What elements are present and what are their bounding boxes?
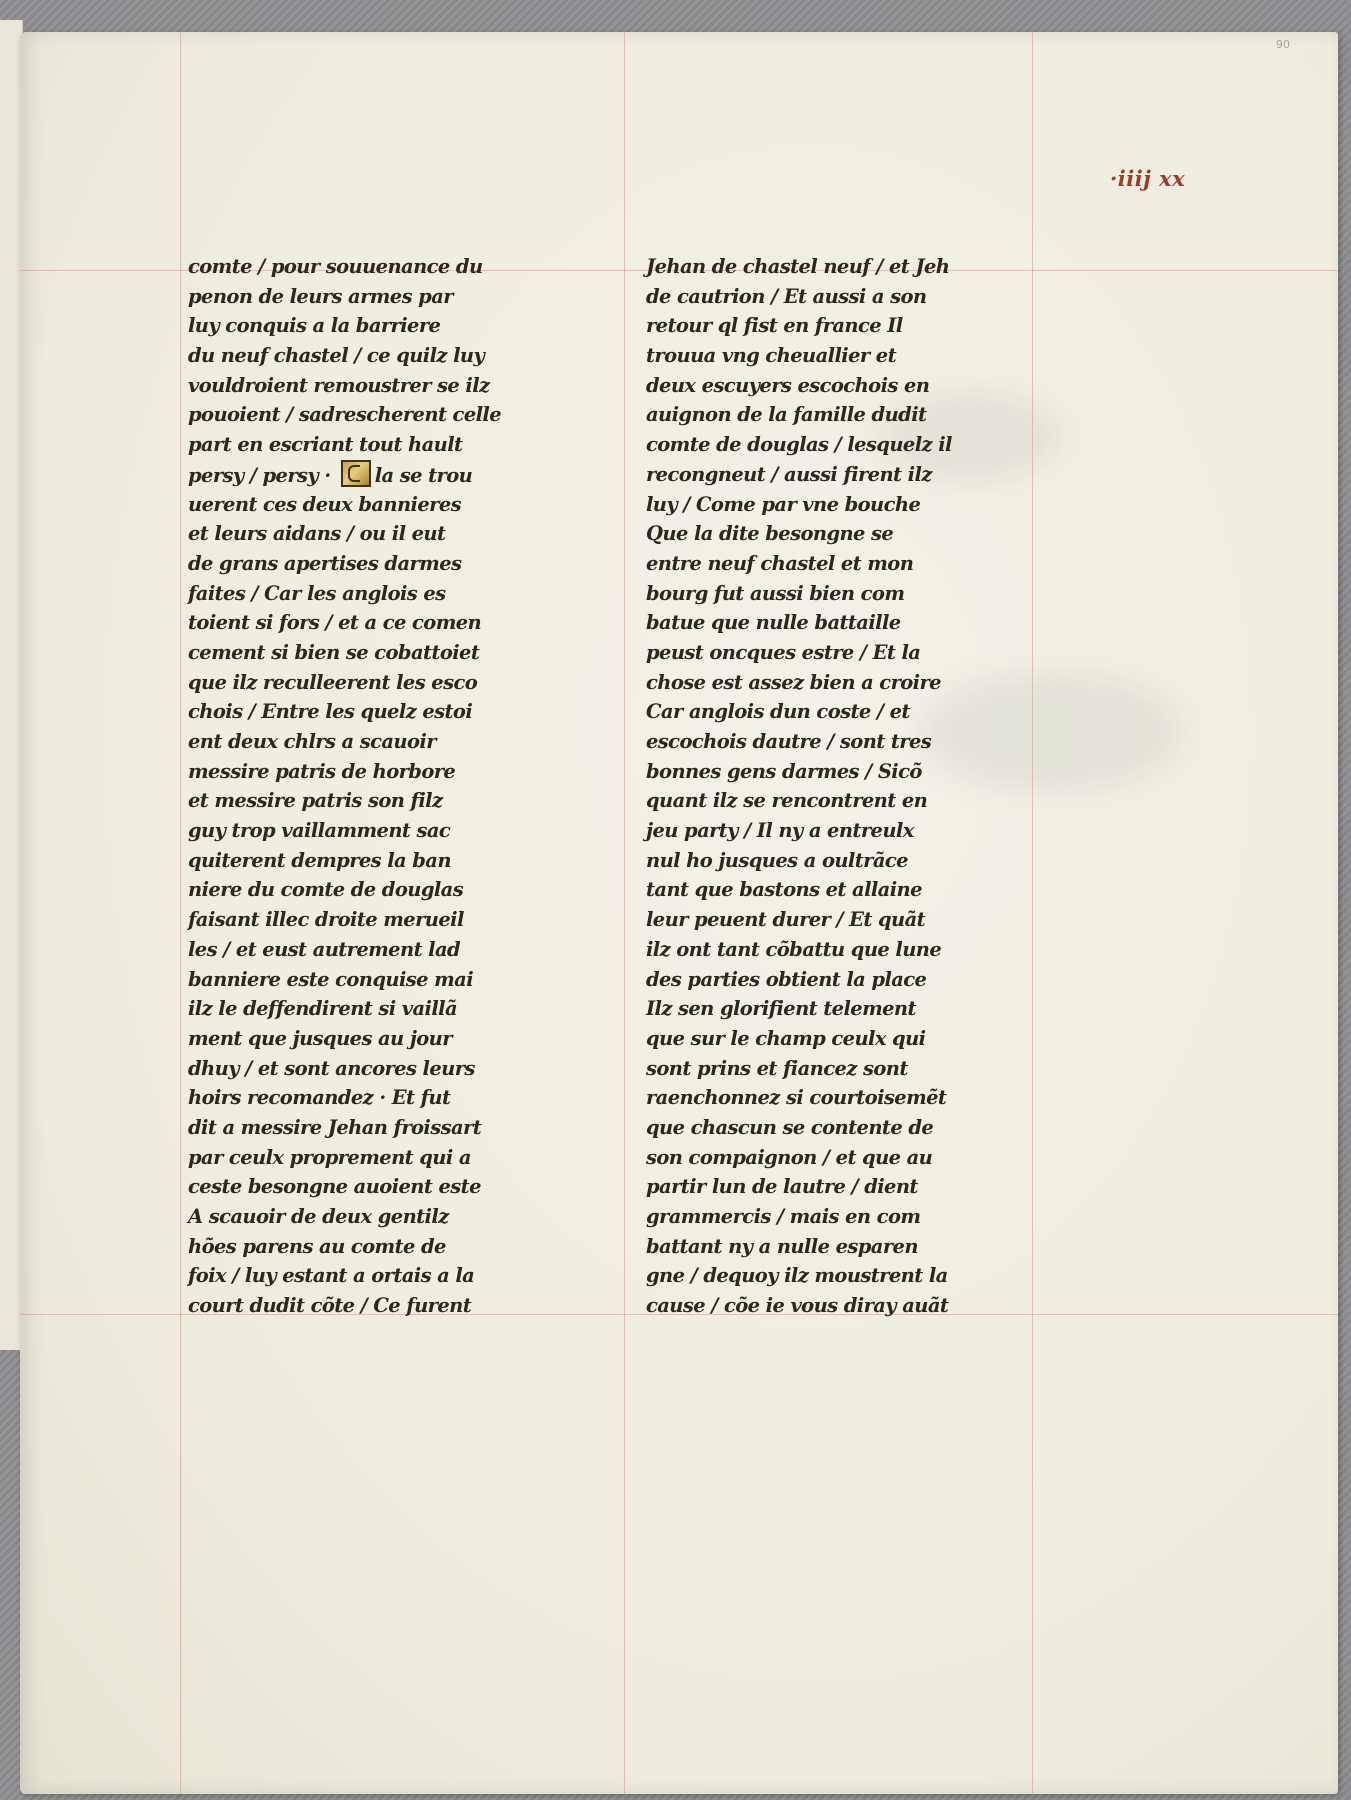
text-line (646, 846, 1026, 876)
text-line-content: deux escuyers escochois en (646, 373, 930, 397)
text-line (646, 786, 1026, 816)
text-line-content: guy trop vaillamment sac (188, 819, 451, 843)
text-line (188, 1054, 568, 1084)
text-line (646, 519, 1026, 549)
text-line-content: court dudit cõte / Ce furent (188, 1294, 472, 1318)
text-line (646, 757, 1026, 787)
text-column-left (188, 252, 568, 1321)
text-line (188, 252, 568, 282)
text-line (646, 371, 1026, 401)
text-line (646, 282, 1026, 312)
text-line-content: bonnes gens darmes / Sicõ (646, 759, 922, 783)
text-line (188, 549, 568, 579)
text-line-content: recongneut / aussi firent ilz (646, 462, 932, 486)
ruling-line-right (1032, 32, 1033, 1794)
text-line-content: faisant illec droite merueil (188, 908, 464, 932)
text-line (188, 638, 568, 668)
text-line (188, 727, 568, 757)
text-line-content: part en escriant tout hault (188, 433, 463, 457)
text-line (188, 311, 568, 341)
text-line (188, 846, 568, 876)
text-line (646, 905, 1026, 935)
text-line (646, 638, 1026, 668)
text-line-content: ent deux chlrs a scauoir (188, 730, 436, 753)
text-line-content: uerent ces deux bannieres (188, 492, 462, 516)
text-line (646, 311, 1026, 341)
text-line (188, 757, 568, 787)
text-line-content: A scauoir de deux gentilz (188, 1205, 449, 1228)
text-line-content: dhuy / et sont ancores leurs (188, 1056, 475, 1080)
text-line (188, 490, 568, 520)
text-line (188, 1291, 568, 1321)
text-line (188, 816, 568, 846)
text-line (646, 1232, 1026, 1262)
text-line (646, 579, 1026, 609)
text-line (646, 1261, 1026, 1291)
text-line-content: cement si bien se cobattoiet (188, 640, 480, 664)
text-line-content: hoirs recomandez · Et fut (188, 1086, 451, 1110)
text-line-content: messire patris de horbore (188, 759, 456, 783)
text-line-content: cause / cõe ie vous diray auãt (646, 1294, 949, 1318)
text-line (188, 935, 568, 965)
text-line (646, 994, 1026, 1024)
text-line-content: que sur le champ ceulx qui (646, 1026, 926, 1050)
text-line-content: ilz le deffendirent si vaillã (188, 997, 457, 1021)
text-line (188, 1083, 568, 1113)
text-line-content: partir lun de lautre / dient (646, 1175, 918, 1199)
text-line (188, 1172, 568, 1202)
text-line-content: niere du comte de douglas (188, 878, 464, 902)
text-line-content: les / et eust autrement lad (188, 937, 461, 961)
text-line (188, 519, 568, 549)
text-line (646, 935, 1026, 965)
text-line-content: retour ql fist en france Il (646, 314, 903, 338)
text-line-content: et leurs aidans / ou il eut (188, 522, 446, 546)
text-line (188, 994, 568, 1024)
text-line (188, 400, 568, 430)
text-line-content: batue que nulle battaille (646, 611, 901, 635)
text-line-content: entre neuf chastel et mon (646, 551, 914, 575)
text-line-content: escochois dautre / sont tres (646, 730, 932, 753)
text-line-content: tant que bastons et allaine (646, 878, 922, 902)
text-line (188, 579, 568, 609)
text-line-content: ilz ont tant cõbattu que lune (646, 937, 942, 961)
text-line (646, 400, 1026, 430)
text-line (646, 875, 1026, 905)
text-line (646, 668, 1026, 698)
text-line-content: des parties obtient la place (646, 967, 927, 991)
text-line (646, 608, 1026, 638)
text-line-content: chose est assez bien a croire (646, 670, 941, 694)
text-line (646, 1024, 1026, 1054)
text-line-content: banniere este conquise mai (188, 967, 474, 991)
text-line-content: luy / Come par vne bouche (646, 492, 921, 516)
text-line-content: foix / luy estant a ortais a la (188, 1264, 475, 1288)
text-line-content: Que la dite besongne se (646, 522, 894, 546)
ruling-line-middle (624, 32, 625, 1794)
text-line (188, 965, 568, 995)
text-line (646, 460, 1026, 490)
text-line (188, 1261, 568, 1291)
text-line-content: nul ho jusques a oultrãce (646, 848, 908, 872)
text-line-content: luy conquis a la barriere (188, 314, 441, 338)
text-line-content: chois / Entre les quelz estoi (188, 700, 473, 724)
text-line-content: grammercis / mais en com (646, 1205, 921, 1228)
text-line (646, 1291, 1026, 1321)
text-line (188, 1024, 568, 1054)
text-line-content: comte de douglas / lesquelz il (646, 433, 952, 457)
text-line (646, 341, 1026, 371)
text-line (646, 1202, 1026, 1232)
text-line-content: Jehan de chastel neuf / et Jeh (646, 255, 950, 278)
text-line-content: du neuf chastel / ce quilz luy (188, 344, 485, 368)
text-line-content: ceste besongne auoient este (188, 1175, 481, 1199)
text-line-content: faites / Car les anglois es (188, 581, 446, 605)
text-line (188, 1143, 568, 1173)
text-line (646, 727, 1026, 757)
text-line (188, 875, 568, 905)
text-line (646, 816, 1026, 846)
text-line-content: par ceulx proprement qui a (188, 1145, 471, 1169)
text-line (646, 549, 1026, 579)
text-line-content: dit a messire Jehan froissart (188, 1115, 482, 1139)
text-line-content: bourg fut aussi bien com (646, 581, 905, 605)
ruling-line-left (180, 32, 181, 1794)
text-line (646, 490, 1026, 520)
text-line (646, 252, 1026, 282)
text-line-content: gne / dequoy ilz moustrent la (646, 1264, 948, 1288)
text-line-content: penon de leurs armes par (188, 284, 453, 308)
text-line (188, 282, 568, 312)
text-line-content: vouldroient remoustrer se ilz (188, 373, 490, 397)
text-line-content: et messire patris son filz (188, 789, 443, 813)
text-line (646, 1143, 1026, 1173)
running-chapter-number: ·iiij xx (1110, 166, 1186, 191)
text-line (188, 786, 568, 816)
text-line-content: Car anglois dun coste / et (646, 700, 910, 724)
text-line (188, 430, 568, 460)
text-line (188, 668, 568, 698)
text-line-content: persy / persy · (188, 463, 337, 487)
text-line (188, 1202, 568, 1232)
folio-number: 90 (1276, 38, 1290, 51)
text-line (188, 697, 568, 727)
text-line (188, 1232, 568, 1262)
text-line-content: que chascun se contente de (646, 1115, 934, 1139)
text-line-content: son compaignon / et que au (646, 1145, 933, 1169)
text-line (188, 905, 568, 935)
text-line (188, 608, 568, 638)
text-line (188, 341, 568, 371)
text-line-continuation: la se trou (374, 463, 473, 487)
text-column-right (646, 252, 1026, 1321)
gilded-initial-icon (341, 460, 371, 487)
text-line-content: leur peuent durer / Et quãt (646, 908, 926, 932)
text-line (646, 430, 1026, 460)
text-line-content: hões parens au comte de (188, 1234, 446, 1258)
text-line-content: raenchonnez si courtoisemẽt (646, 1086, 947, 1110)
text-line (188, 1113, 568, 1143)
text-line-content: comte / pour souuenance du (188, 255, 483, 278)
text-line-content: sont prins et fiancez sont (646, 1056, 908, 1080)
text-line (188, 460, 568, 490)
text-line-content: ment que jusques au jour (188, 1026, 452, 1050)
text-line-content: jeu party / Il ny a entreulx (646, 819, 914, 843)
text-line-content: trouua vng cheuallier et (646, 344, 896, 368)
text-line-content: toient si fors / et a ce comen (188, 611, 482, 635)
text-line-content: quiterent dempres la ban (188, 848, 451, 872)
text-line (646, 1113, 1026, 1143)
text-line-content: de cautrion / Et aussi a son (646, 284, 927, 308)
text-line (646, 1172, 1026, 1202)
text-line (646, 1083, 1026, 1113)
text-line-content: Ilz sen glorifient telement (646, 997, 916, 1021)
text-line-content: quant ilz se rencontrent en (646, 789, 928, 813)
text-line-content: de grans apertises darmes (188, 551, 462, 575)
text-line-content: que ilz reculleerent les esco (188, 670, 478, 694)
text-line (646, 697, 1026, 727)
text-line-content: battant ny a nulle esparen (646, 1234, 918, 1258)
text-line-content: pouoient / sadrescherent celle (188, 403, 502, 427)
text-line (646, 1054, 1026, 1084)
text-line-content: auignon de la famille dudit (646, 403, 927, 427)
text-line (188, 371, 568, 401)
text-line-content: peust oncques estre / Et la (646, 640, 921, 664)
text-line (646, 965, 1026, 995)
